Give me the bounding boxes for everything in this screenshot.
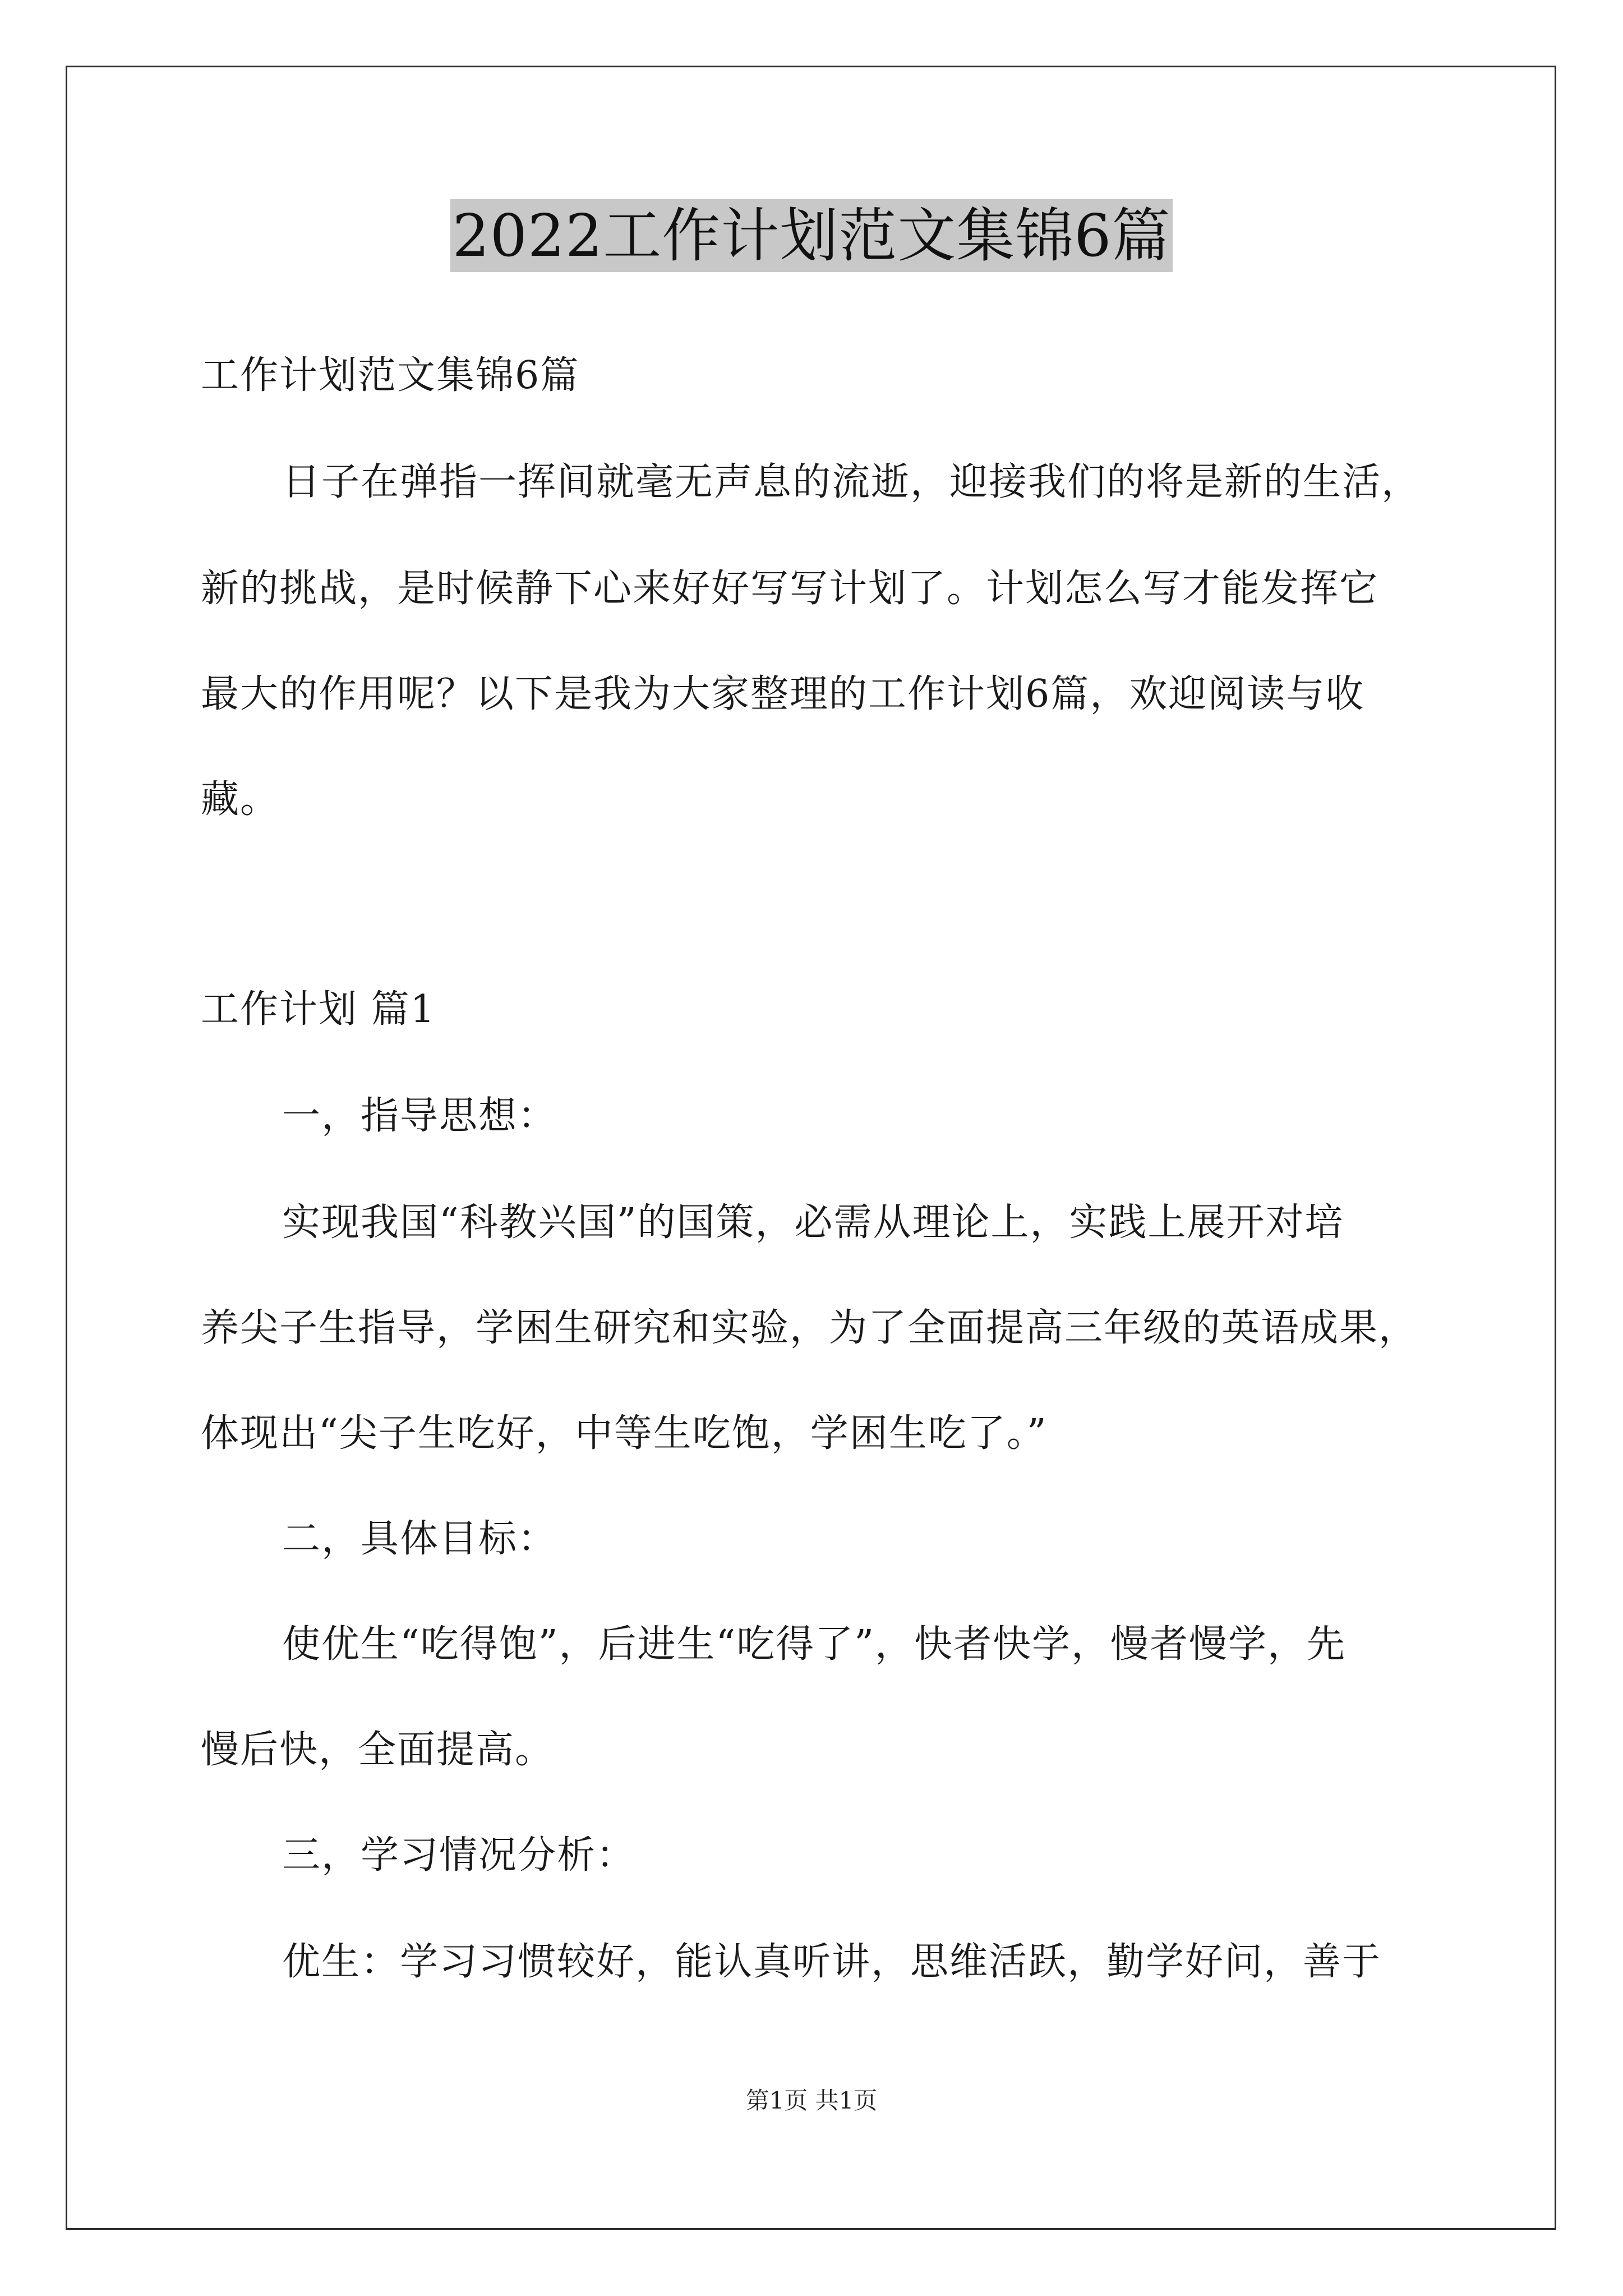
document-title: 2022工作计划范文集锦6篇 [450, 199, 1173, 272]
document-subtitle: 工作计划范文集锦6篇 [201, 353, 580, 398]
intro-line-3: 最大的作用呢？以下是我为大家整理的工作计划6篇，欢迎阅读与收 [201, 672, 1365, 716]
part3-line-1: 优生：学习习惯较好，能认真听讲，思维活跃，勤学好问，善于 [282, 1940, 1382, 1984]
intro-line-4: 藏。 [201, 777, 280, 822]
part1-line-3: 体现出“尖子生吃好，中等生吃饱，学困生吃了。” [201, 1411, 1048, 1456]
title-container [0, 199, 1623, 272]
part1-heading: 一，指导思想： [282, 1094, 557, 1138]
part2-heading: 二，具体目标： [282, 1517, 557, 1561]
part1-line-2: 养尖子生指导，学困生研究和实验，为了全面提高三年级的英语成果， [201, 1306, 1418, 1350]
part1-line-1: 实现我国“科教兴国”的国策，必需从理论上，实践上展开对培 [282, 1200, 1344, 1245]
intro-line-2: 新的挑战，是时候静下心来好好写写计划了。计划怎么写才能发挥它 [201, 567, 1379, 611]
section-heading: 工作计划 篇1 [201, 987, 436, 1032]
part2-line-2: 慢后快，全面提高。 [201, 1728, 555, 1772]
page-number-footer: 第1页 共1页 [745, 2087, 878, 2114]
intro-line-1: 日子在弹指一挥间就毫无声息的流逝，迎接我们的将是新的生活， [282, 460, 1421, 504]
part2-line-1: 使优生“吃得饱”，后进生“吃得了”，快者快学，慢者慢学，先 [282, 1622, 1347, 1667]
part3-heading: 三，学习情况分析： [282, 1833, 636, 1878]
